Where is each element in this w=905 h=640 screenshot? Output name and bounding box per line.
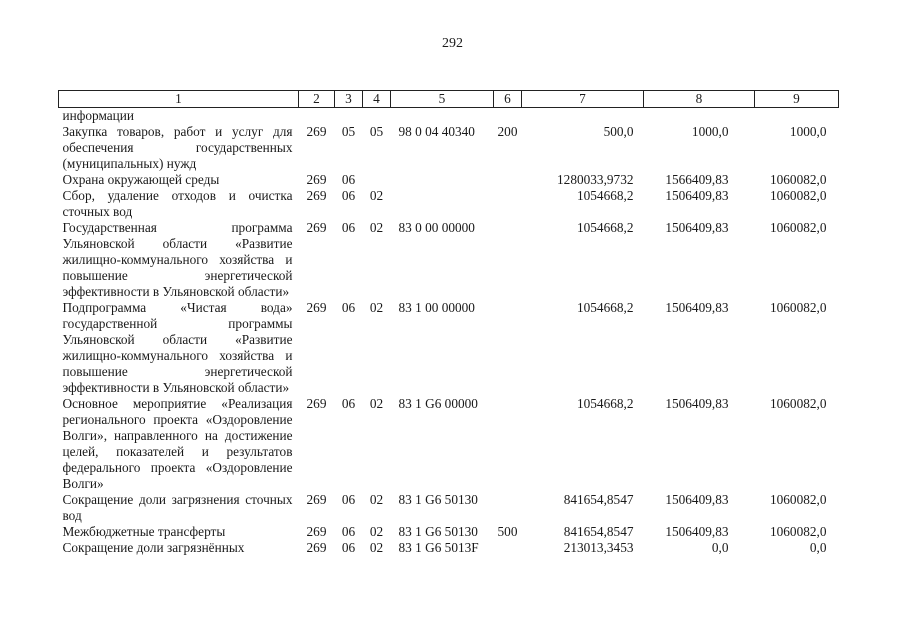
amount-col9-cell (755, 108, 839, 125)
subsection-code-cell: 02 (369, 540, 384, 555)
amount-col8-cell: 1506409,83 (665, 524, 729, 539)
row-name-cell: Закупка товаров, работ и услуг для обеспечения государственных (муниципальных) нужд (62, 124, 293, 171)
amount-col9-cell: 1060082,0 (769, 492, 827, 507)
row-name-cell: информации (62, 108, 135, 123)
table-row (59, 540, 839, 556)
amount-col7-cell: 1054668,2 (576, 220, 634, 235)
admin-code-cell: 269 (306, 524, 327, 539)
table-row (59, 188, 839, 220)
table-row (59, 396, 839, 492)
column-header: 4 (363, 91, 391, 108)
amount-col8-cell: 1506409,83 (665, 396, 729, 411)
subsection-code-cell: 05 (369, 124, 384, 139)
expense-type-cell (494, 396, 522, 492)
target-article-cell: 83 1 G6 00000 (398, 396, 478, 411)
section-code-cell: 06 (341, 492, 356, 507)
amount-col8-cell: 1506409,83 (665, 492, 729, 507)
admin-code-cell: 269 (306, 124, 327, 139)
amount-col9-cell: 0,0 (809, 540, 827, 555)
table-row (59, 524, 839, 540)
table-row (59, 124, 839, 172)
expense-type-cell: 500 (497, 524, 518, 539)
amount-col8-cell: 1000,0 (691, 124, 729, 139)
section-code-cell: 06 (341, 300, 356, 315)
target-article-cell (391, 108, 494, 125)
target-article-cell: 83 1 00 00000 (398, 300, 475, 315)
column-header: 7 (522, 91, 644, 108)
admin-code-cell: 269 (306, 188, 327, 203)
admin-code-cell: 269 (306, 492, 327, 507)
section-code-cell: 06 (341, 172, 356, 187)
amount-col8-cell (644, 108, 755, 125)
target-article-cell: 83 1 G6 50130 (398, 524, 478, 539)
column-header: 2 (299, 91, 335, 108)
column-header: 6 (494, 91, 522, 108)
target-article-cell: 83 0 00 00000 (398, 220, 475, 235)
table-row (59, 172, 839, 188)
column-header: 5 (391, 91, 494, 108)
section-code-cell: 06 (341, 396, 356, 411)
amount-col7-cell: 1054668,2 (576, 300, 634, 315)
amount-col9-cell: 1060082,0 (769, 172, 827, 187)
table-row (59, 108, 839, 125)
amount-col9-cell: 1060082,0 (769, 396, 827, 411)
row-name-cell: Сокращение доли загрязнённых (62, 540, 245, 555)
target-article-cell: 83 1 G6 5013F (398, 540, 479, 555)
row-name-cell: Охрана окружающей среды (62, 172, 220, 187)
section-code-cell: 06 (341, 220, 356, 235)
table-body (59, 108, 839, 557)
admin-code-cell: 269 (306, 220, 327, 235)
admin-code-cell: 269 (306, 172, 327, 187)
amount-col9-cell: 1060082,0 (769, 188, 827, 203)
section-code-cell (335, 108, 363, 125)
expense-type-cell (494, 300, 522, 396)
subsection-code-cell (363, 108, 391, 125)
subsection-code-cell: 02 (369, 524, 384, 539)
row-name-cell: Государственная программа Ульяновской области «Развитие жилищно-коммунального хозяйства и повышение энергетической эффективности в Ульяновской области» (62, 220, 293, 299)
column-header: 8 (644, 91, 755, 108)
table-row (59, 492, 839, 524)
section-code-cell: 05 (341, 124, 356, 139)
target-article-cell: 98 0 04 40340 (398, 124, 475, 139)
amount-col7-cell: 1054668,2 (576, 396, 634, 411)
admin-code-cell: 269 (306, 540, 327, 555)
admin-code-cell: 269 (306, 300, 327, 315)
column-header: 1 (59, 91, 299, 108)
subsection-code-cell: 02 (369, 220, 384, 235)
expense-type-cell (494, 172, 522, 188)
expense-type-cell (494, 492, 522, 524)
target-article-cell (391, 188, 494, 220)
budget-table (58, 90, 839, 556)
amount-col9-cell: 1000,0 (789, 124, 827, 139)
section-code-cell: 06 (341, 524, 356, 539)
column-header: 3 (335, 91, 363, 108)
row-name-cell: Сбор, удаление отходов и очистка сточных вод (62, 188, 293, 219)
subsection-code-cell: 02 (369, 396, 384, 411)
expense-type-cell (494, 108, 522, 125)
amount-col8-cell: 0,0 (711, 540, 729, 555)
table-header (59, 91, 839, 108)
row-name-cell: Основное мероприятие «Реализация регионального проекта «Оздоровление Волги», направленного на достижение целей, показателей и результатов федерального проекта «Оздоровление Волги» (62, 396, 293, 491)
amount-col9-cell: 1060082,0 (769, 220, 827, 235)
expense-type-cell: 200 (497, 124, 518, 139)
column-header: 9 (755, 91, 839, 108)
amount-col8-cell: 1506409,83 (665, 188, 729, 203)
amount-col7-cell: 213013,3453 (563, 540, 634, 555)
section-code-cell: 06 (341, 188, 356, 203)
section-code-cell: 06 (341, 540, 356, 555)
amount-col8-cell: 1566409,83 (665, 172, 729, 187)
amount-col7-cell: 841654,8547 (563, 524, 634, 539)
table-row (59, 220, 839, 300)
subsection-code-cell: 02 (369, 492, 384, 507)
target-article-cell (391, 172, 494, 188)
row-name-cell: Сокращение доли загрязнения сточных вод (62, 492, 293, 523)
subsection-code-cell: 02 (369, 300, 384, 315)
amount-col7-cell: 500,0 (603, 124, 634, 139)
expense-type-cell (494, 188, 522, 220)
amount-col7-cell: 1054668,2 (576, 188, 634, 203)
expense-type-cell (494, 540, 522, 556)
amount-col8-cell: 1506409,83 (665, 220, 729, 235)
row-name-cell: Межбюджетные трансферты (62, 524, 226, 539)
amount-col9-cell: 1060082,0 (769, 300, 827, 315)
row-name-cell: Подпрограмма «Чистая вода» государственной программы Ульяновской области «Развитие жилищно-коммунального хозяйства и повышение энергетической эффективности в Ульяновской области» (62, 300, 293, 395)
expense-type-cell (494, 220, 522, 300)
amount-col9-cell: 1060082,0 (769, 524, 827, 539)
page-number: 292 (442, 36, 463, 51)
amount-col7-cell (522, 108, 644, 125)
subsection-code-cell: 02 (369, 188, 384, 203)
amount-col7-cell: 841654,8547 (563, 492, 634, 507)
admin-code-cell: 269 (306, 396, 327, 411)
table-row (59, 300, 839, 396)
header-row (59, 91, 839, 108)
amount-col7-cell: 1280033,9732 (557, 172, 634, 187)
target-article-cell: 83 1 G6 50130 (398, 492, 478, 507)
subsection-code-cell (363, 172, 391, 188)
amount-col8-cell: 1506409,83 (665, 300, 729, 315)
admin-code-cell (299, 108, 335, 125)
